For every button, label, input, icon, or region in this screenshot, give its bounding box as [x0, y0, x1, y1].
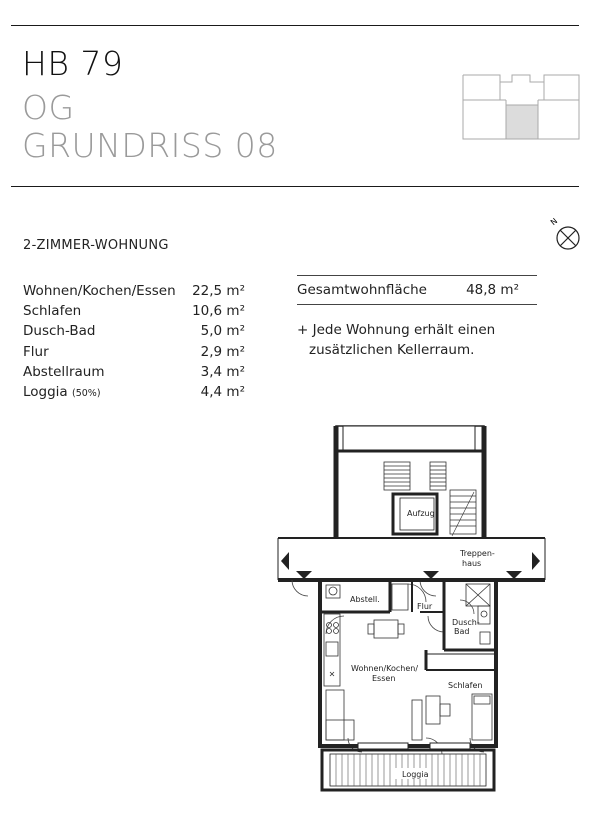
label-dusch-1: Dusch-: [452, 618, 480, 627]
total-area-value: 48,8 m²: [466, 282, 519, 298]
label-treppenhaus-1: Treppen-: [460, 549, 495, 558]
key-plan-diagram: [462, 74, 580, 140]
room-name: Flur: [23, 343, 49, 360]
room-row: [23, 382, 245, 404]
room-area: 4,4 m²: [200, 384, 245, 401]
bedroom-furniture: [426, 694, 492, 740]
unit-type: 2-ZIMMER-WOHNUNG: [23, 238, 169, 253]
room-name: Schlafen: [23, 303, 82, 320]
remark-line-1: + Jede Wohnung erhält einen: [297, 322, 496, 338]
label-schlafen: Schlafen: [448, 681, 483, 690]
arrow-left-icon: [281, 552, 289, 570]
room-area-list: [23, 281, 245, 404]
plan-title: GRUNDRISS 08: [22, 126, 278, 165]
stairs: [384, 462, 476, 536]
label-flur: Flur: [417, 602, 433, 611]
label-abstell: Abstell.: [350, 595, 380, 604]
label-wohnen-2: Essen: [372, 674, 396, 683]
room-area: 3,4 m²: [200, 363, 245, 380]
total-area-label: Gesamtwohnfläche: [297, 282, 427, 298]
room-area: 2,9 m²: [200, 343, 245, 360]
room-name: Loggia (50%): [23, 384, 101, 401]
top-rule: [11, 25, 579, 26]
compass-north-label: N: [548, 216, 560, 228]
room-row: [23, 301, 245, 321]
arrow-right-icon: [532, 552, 540, 570]
wardrobe: [392, 584, 408, 610]
arrow-down-icon: [296, 571, 312, 579]
dining-table: [368, 620, 404, 638]
total-area-row: [297, 275, 537, 305]
corridor-walls: [278, 538, 545, 580]
compass-icon: [548, 214, 584, 254]
room-area: 22,5 m²: [192, 283, 245, 299]
room-row: [23, 342, 245, 362]
remark-line-2: zusätzlichen Kellerraum.: [309, 342, 475, 358]
room-name: Dusch-Bad: [23, 323, 96, 340]
highlighted-unit: [506, 105, 538, 139]
floor-label: OG: [22, 88, 75, 127]
room-row: [23, 362, 245, 382]
cellar-remark: [297, 320, 537, 360]
label-treppenhaus-2: haus: [462, 559, 482, 568]
sofa: [326, 690, 422, 740]
label-dusch-2: Bad: [454, 627, 470, 636]
room-note: (50%): [72, 388, 101, 400]
arrow-down-icon: [506, 571, 522, 579]
arrow-down-icon: [423, 571, 439, 579]
label-wohnen-1: Wohnen/Kochen/: [351, 664, 419, 673]
header-bottom-rule: [11, 186, 579, 187]
floor-plan: [270, 420, 550, 800]
room-name: Wohnen/Kochen/Essen: [23, 283, 176, 299]
room-area: 10,6 m²: [192, 303, 245, 320]
room-row: [23, 281, 245, 301]
bathroom-fixtures: [466, 584, 490, 644]
label-loggia: Loggia: [402, 770, 429, 779]
building-code: HB 79: [22, 44, 124, 83]
kitchen-counter: [324, 585, 340, 686]
room-area: 5,0 m²: [200, 323, 245, 340]
room-row: [23, 321, 245, 341]
room-name: Abstellraum: [23, 363, 105, 380]
label-aufzug: Aufzug: [407, 509, 435, 518]
